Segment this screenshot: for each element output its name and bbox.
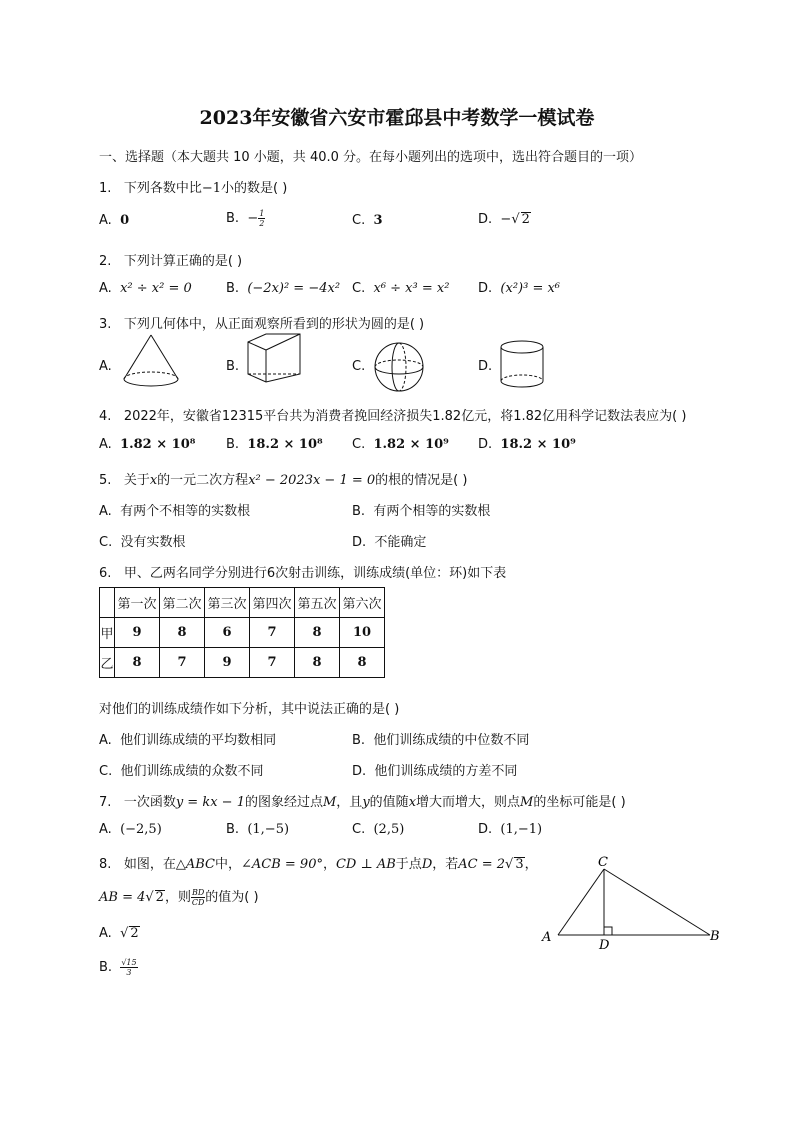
q3-option-c[interactable]: C. <box>352 359 366 374</box>
q8-option-a[interactable] <box>99 926 140 941</box>
q1-option-b[interactable] <box>226 209 265 228</box>
table-cell: 7 <box>160 648 205 678</box>
q7-option-b[interactable] <box>226 822 289 837</box>
option-label: A. <box>99 733 112 748</box>
function-expression: y = kx − 1 <box>175 795 245 810</box>
option-value: (−2,5) <box>120 822 162 837</box>
q2-option-a[interactable] <box>99 281 192 296</box>
table-cell: 8 <box>295 648 340 678</box>
option-value: − <box>247 211 259 226</box>
table-row <box>100 618 385 648</box>
cone-icon <box>120 333 184 389</box>
question-1 <box>99 177 287 196</box>
fraction-denominator: 3 <box>126 968 132 977</box>
q1-option-a[interactable] <box>99 213 129 228</box>
table-cell: 8 <box>295 618 340 648</box>
cylinder-icon <box>498 339 546 389</box>
sqrt-radicand: 2 <box>521 212 530 227</box>
row-label: 乙 <box>100 648 115 678</box>
question-text: ，则 <box>164 890 191 905</box>
question-text: 小的数是( ) <box>221 181 288 196</box>
q4-option-c[interactable] <box>352 437 449 452</box>
table-header: 第三次 <box>205 588 250 618</box>
option-value: 他们训练成绩的众数不同 <box>120 764 264 779</box>
question-text: 下列几何体中，从正面观察所看到的形状为圆的是( ) <box>123 317 425 332</box>
option-label: D. <box>478 212 493 227</box>
fraction-numerator: 1 <box>259 209 265 218</box>
triangle-diagram <box>538 852 728 952</box>
q6-option-d[interactable] <box>352 760 517 779</box>
question-number: 7. <box>99 795 112 810</box>
table-cell: 9 <box>115 618 160 648</box>
math-expression: CD ⊥ AB <box>335 857 396 872</box>
option-label: C. <box>352 437 366 452</box>
option-label: C. <box>352 281 366 296</box>
question-8-line-2 <box>99 886 259 907</box>
page-title: 2023年安徽省六安市霍邱县中考数学一模试卷 <box>199 107 595 129</box>
option-label: D. <box>478 822 493 837</box>
q4-option-d[interactable] <box>478 437 576 452</box>
table-cell: 6 <box>205 618 250 648</box>
option-value: 不能确定 <box>374 535 427 550</box>
question-text: 中， <box>214 857 241 872</box>
option-label: B. <box>226 437 240 452</box>
fraction-denominator: CD <box>191 898 205 907</box>
option-value: 他们训练成绩的方差不同 <box>374 764 518 779</box>
q2-option-b[interactable] <box>226 281 340 296</box>
option-label: B. <box>226 211 240 226</box>
option-value: (1,−5) <box>247 822 290 837</box>
option-label: A. <box>99 213 112 228</box>
question-text: ，且 <box>336 795 363 810</box>
question-text: 一次函数 <box>123 795 176 810</box>
question-number: 8. <box>99 857 112 872</box>
equation: x² − 2023x − 1 = 0 <box>248 473 376 488</box>
option-value: 1.82 × 10⁹ <box>373 437 449 452</box>
math-variable: x <box>149 473 158 488</box>
q5-option-b[interactable] <box>352 500 490 519</box>
fraction-denominator: 2 <box>259 219 265 228</box>
option-value: 3 <box>373 213 383 228</box>
question-text: 下列各数中比 <box>123 181 202 196</box>
option-label: A. <box>99 504 112 519</box>
question-text: 的根的情况是( ) <box>375 473 468 488</box>
q7-option-a[interactable] <box>99 822 162 837</box>
q3-option-d[interactable]: D. <box>478 359 493 374</box>
option-value: (−2x)² = −4x² <box>247 281 341 296</box>
fraction-numerator: √15 <box>121 958 137 967</box>
option-value: (1,−1) <box>500 822 543 837</box>
option-label: C. <box>99 535 113 550</box>
side-bc <box>604 869 710 935</box>
math-variable: y <box>362 795 370 810</box>
question-number: 5. <box>99 473 112 488</box>
vertex-c-label: C <box>598 855 608 870</box>
table-header: 第一次 <box>115 588 160 618</box>
table-cell: 10 <box>340 618 385 648</box>
question-8 <box>99 853 538 872</box>
math-variable: D <box>421 857 433 872</box>
option-label: A. <box>99 926 112 941</box>
question-text: ， <box>524 857 538 872</box>
question-text: 的坐标可能是( ) <box>533 795 626 810</box>
q4-option-b[interactable] <box>226 437 323 452</box>
math-variable: M <box>520 795 534 810</box>
fraction <box>191 888 205 907</box>
option-value: 没有实数根 <box>120 535 186 550</box>
question-7 <box>99 791 626 810</box>
option-label: C. <box>99 764 113 779</box>
sqrt-radicand: 2 <box>155 890 164 905</box>
q1-option-c[interactable] <box>352 213 383 228</box>
question-number: 6. <box>99 566 112 581</box>
option-label: D. <box>478 281 493 296</box>
q7-option-d[interactable] <box>478 822 542 837</box>
option-label: B. <box>99 960 113 975</box>
option-label: B. <box>226 281 240 296</box>
table-header: 第六次 <box>340 588 385 618</box>
option-value: 有两个不相等的实数根 <box>120 504 251 519</box>
question-text: 的值随 <box>369 795 409 810</box>
question-text: 关于 <box>123 473 150 488</box>
table-header-row <box>100 588 385 618</box>
option-label: A. <box>99 822 112 837</box>
table-cell: 8 <box>340 648 385 678</box>
table-cell: 7 <box>250 618 295 648</box>
option-label: B. <box>352 504 366 519</box>
question-text: 的值为( ) <box>205 890 259 905</box>
question-text: 甲、乙两名同学分别进行6次射击训练，训练成绩(单位：环)如下表 <box>123 566 507 581</box>
math-variable: M <box>322 795 337 810</box>
table-corner <box>100 588 115 618</box>
table-cell: 7 <box>250 648 295 678</box>
option-label: C. <box>352 822 366 837</box>
table-header: 第五次 <box>295 588 340 618</box>
question-number: 2. <box>99 254 112 269</box>
sqrt-sign: √ <box>505 857 514 872</box>
q4-option-a[interactable] <box>99 437 195 452</box>
q6-option-a[interactable] <box>99 729 276 748</box>
math-expression: AC = 2 <box>458 857 506 872</box>
sphere-icon <box>373 341 425 393</box>
question-text: ， <box>322 857 336 872</box>
option-label: D. <box>352 764 367 779</box>
option-label: B. <box>226 822 240 837</box>
option-value: 他们训练成绩的中位数不同 <box>373 733 530 748</box>
option-value: 18.2 × 10⁹ <box>500 437 576 452</box>
question-text: 下列计算正确的是( ) <box>123 254 243 269</box>
table-header: 第二次 <box>160 588 205 618</box>
option-label: B. <box>352 733 366 748</box>
option-value: x² ÷ x² = 0 <box>120 281 192 296</box>
math-expression: △ABC <box>175 857 215 872</box>
table-row <box>100 648 385 678</box>
q5-option-d[interactable] <box>352 531 426 550</box>
table-cell: 8 <box>115 648 160 678</box>
side-ac <box>558 869 604 935</box>
q7-option-c[interactable] <box>352 822 404 837</box>
right-angle-mark <box>604 927 612 935</box>
option-value: (2,5) <box>373 822 405 837</box>
question-6-followup: 对他们的训练成绩作如下分析，其中说法正确的是( ) <box>99 702 400 717</box>
option-value: 18.2 × 10⁸ <box>247 437 323 452</box>
q2-option-d[interactable] <box>478 281 560 296</box>
point-d-label: D <box>599 938 610 952</box>
q5-option-c[interactable] <box>99 531 186 550</box>
q3-option-b[interactable]: B. <box>226 359 240 374</box>
option-value: 他们训练成绩的平均数相同 <box>120 733 277 748</box>
option-value: − <box>500 212 512 227</box>
option-value: 有两个相等的实数根 <box>373 504 491 519</box>
q5-option-a[interactable] <box>99 500 250 519</box>
sqrt-sign: √ <box>511 212 520 227</box>
fraction <box>120 958 137 977</box>
vertex-a-label: A <box>542 930 552 945</box>
q3-option-a[interactable]: A. <box>99 359 112 374</box>
sqrt-radicand: 2 <box>130 926 139 941</box>
option-value: 1.82 × 10⁸ <box>120 437 196 452</box>
question-text: 的一元二次方程 <box>157 473 249 488</box>
question-text: ，若 <box>432 857 459 872</box>
option-label: D. <box>352 535 367 550</box>
question-5 <box>99 469 467 488</box>
q6-option-c[interactable] <box>99 760 264 779</box>
prism-icon <box>244 332 304 388</box>
question-number: 3. <box>99 317 112 332</box>
question-2 <box>99 250 242 269</box>
option-label: A. <box>99 437 112 452</box>
section-header: 一、选择题（本大题共 10 小题，共 40.0 分。在每小题列出的选项中，选出符合题目的一项） <box>99 150 643 165</box>
scores-table <box>99 587 385 678</box>
question-4 <box>99 405 686 424</box>
table-header: 第四次 <box>250 588 295 618</box>
vertex-b-label: B <box>710 929 720 944</box>
option-label: D. <box>478 437 493 452</box>
option-value: 0 <box>120 213 130 228</box>
fraction-numerator: BD <box>191 888 205 897</box>
question-text: 如图，在 <box>123 857 176 872</box>
question-3 <box>99 313 424 332</box>
question-text: 增大而增大，则点 <box>416 795 521 810</box>
q1-option-d[interactable] <box>478 212 531 227</box>
sqrt-sign: √ <box>120 926 129 941</box>
math-value: −1 <box>201 181 221 196</box>
q6-option-b[interactable] <box>352 729 529 748</box>
math-expression: AB = 4 <box>99 890 146 905</box>
question-6 <box>99 562 506 581</box>
question-number: 4. <box>99 409 112 424</box>
q2-option-c[interactable] <box>352 281 449 296</box>
table-cell: 8 <box>160 618 205 648</box>
option-label: C. <box>352 213 366 228</box>
question-text: 于点 <box>395 857 422 872</box>
table-cell: 9 <box>205 648 250 678</box>
sqrt-sign: √ <box>145 890 154 905</box>
option-value: (x²)³ = x⁶ <box>500 281 561 296</box>
question-text: 的图象经过点 <box>244 795 323 810</box>
math-variable: x <box>408 795 417 810</box>
question-text: 2022年，安徽省12315平台共为消费者挽回经济损失1.82亿元，将1.82亿用科学记数法表应为( ) <box>123 409 687 424</box>
sqrt-radicand: 3 <box>515 857 524 872</box>
q8-option-b[interactable] <box>99 958 138 977</box>
option-label: A. <box>99 281 112 296</box>
option-value: x⁶ ÷ x³ = x² <box>373 281 450 296</box>
question-number: 1. <box>99 181 112 196</box>
fraction <box>258 209 265 228</box>
math-expression: ∠ACB = 90° <box>240 857 323 872</box>
row-label: 甲 <box>100 618 115 648</box>
